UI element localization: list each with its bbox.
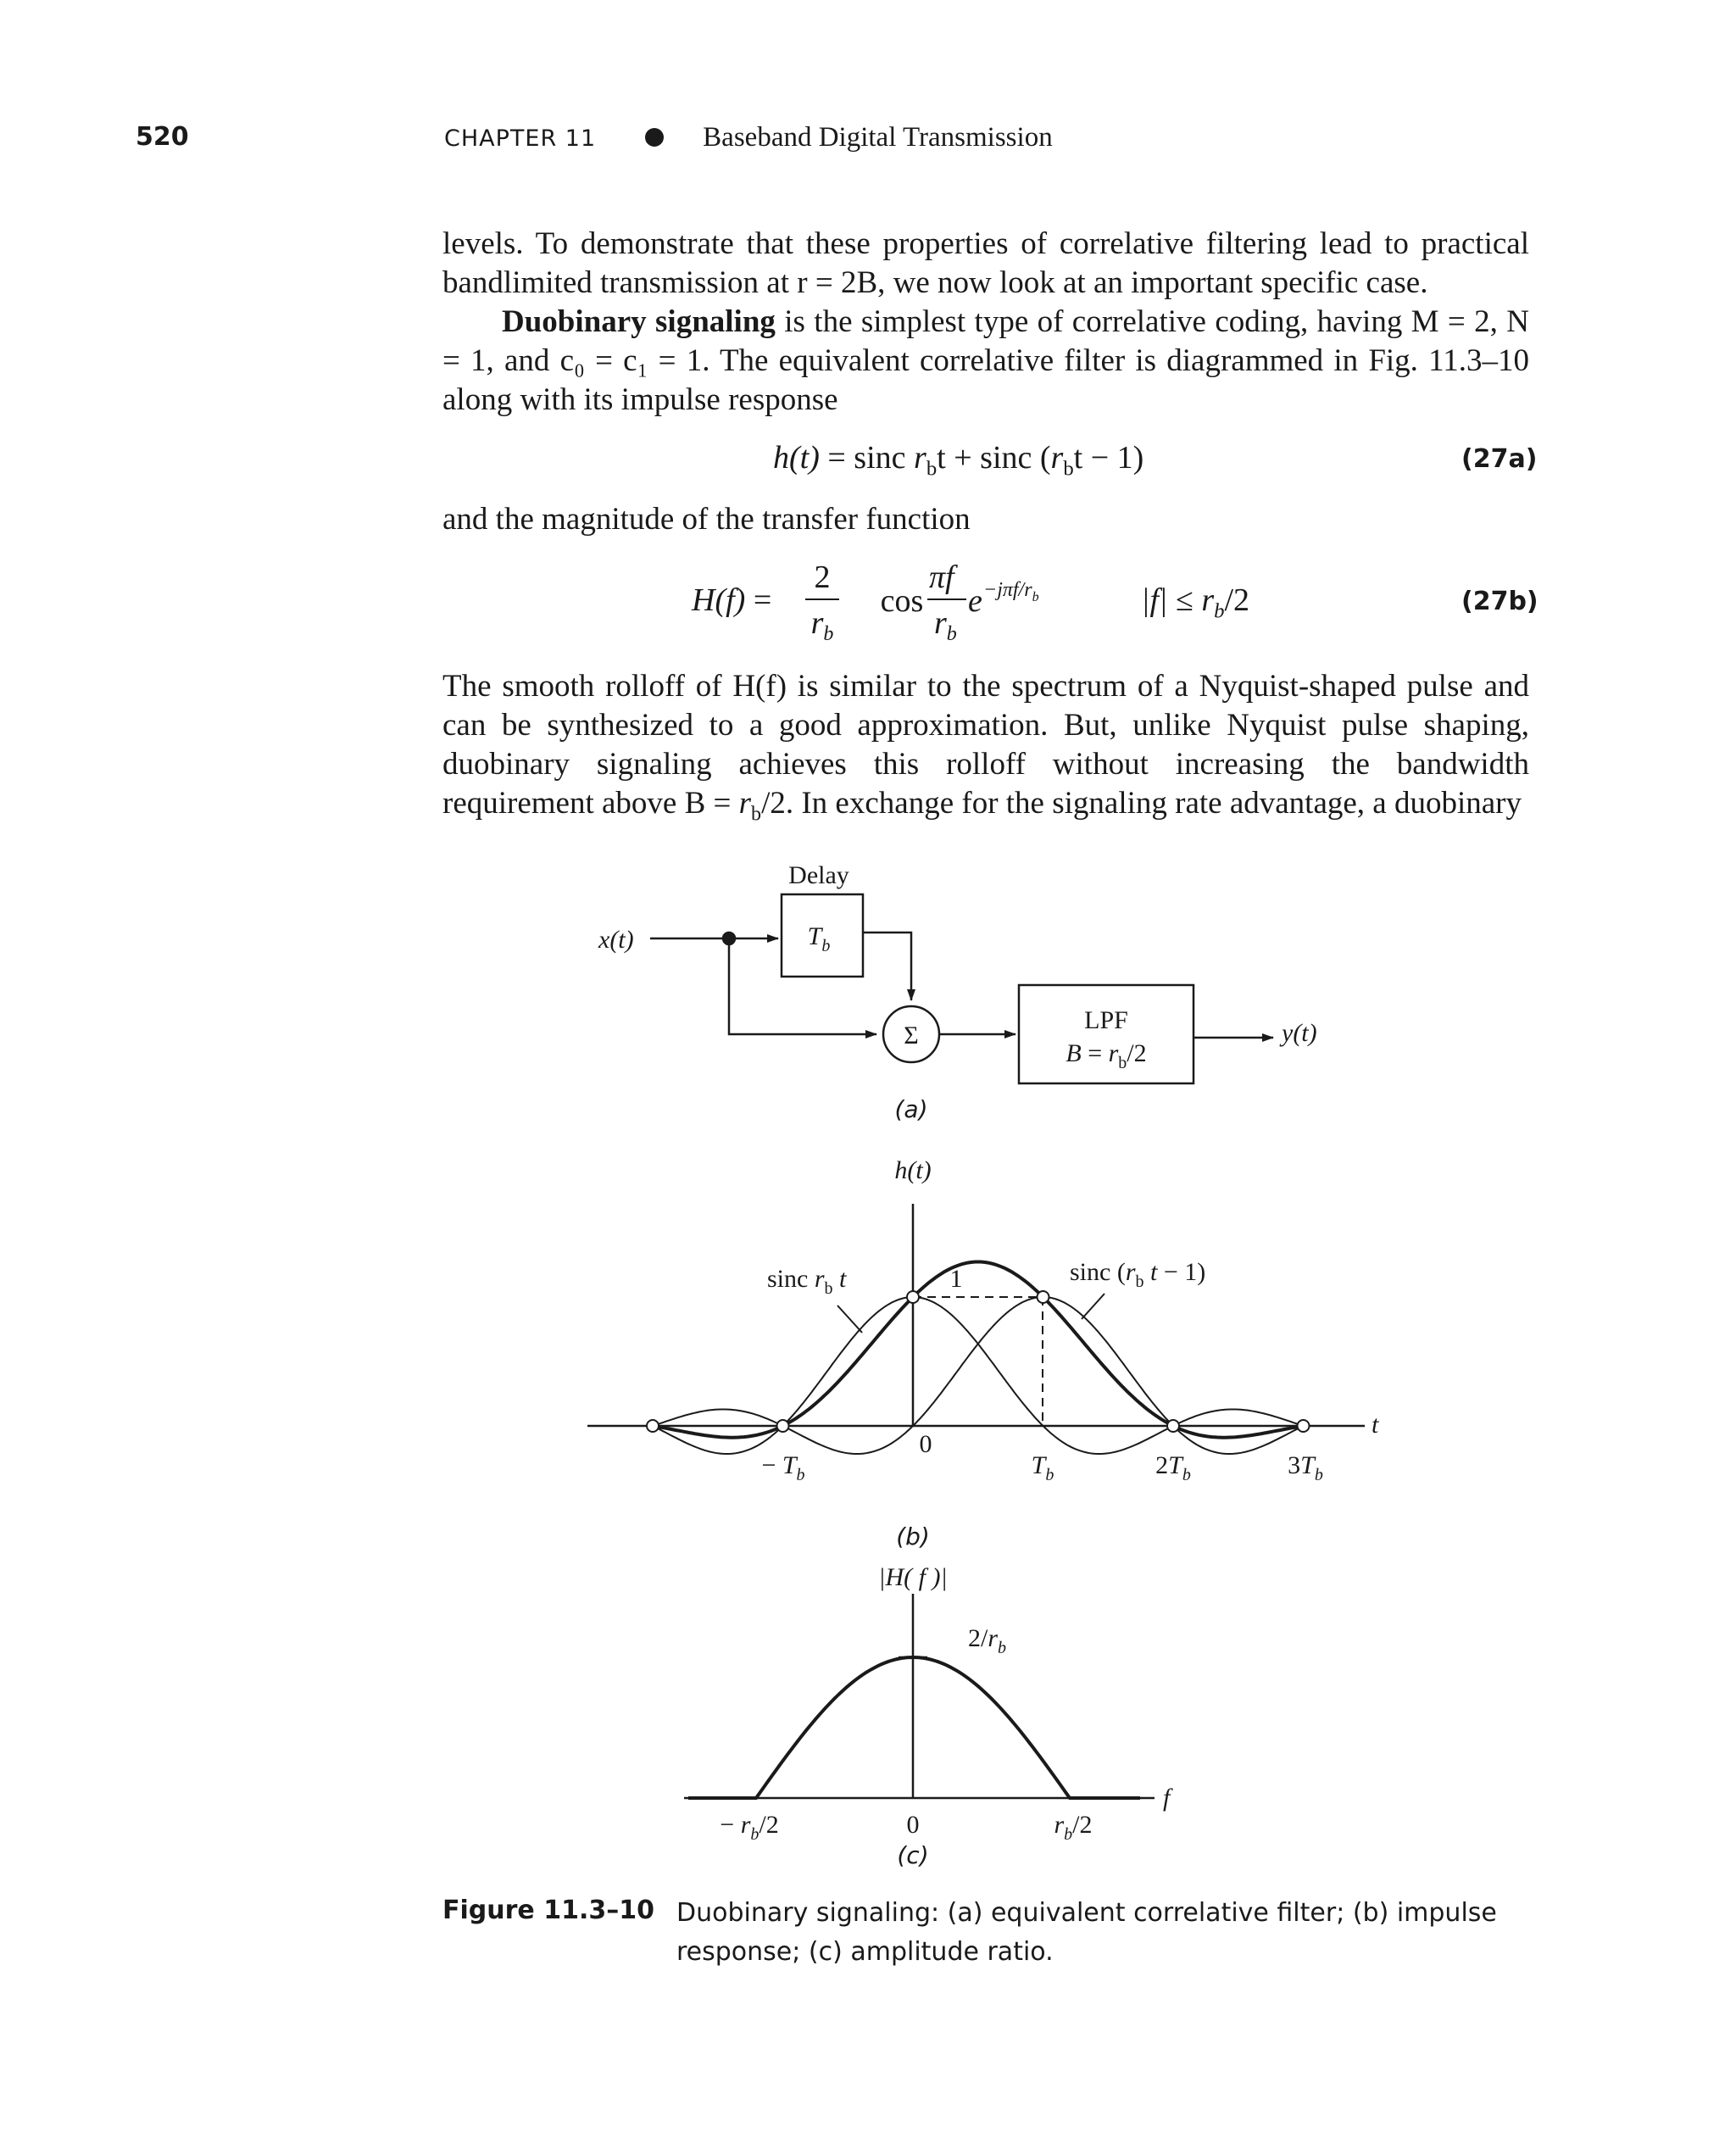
svg-text:2: 2 — [814, 560, 831, 595]
sinc-rb-t-minus-1-curve — [653, 1297, 1304, 1454]
sinc-rb-t-curve — [653, 1297, 1304, 1454]
H-magnitude-curve — [688, 1657, 1140, 1798]
panel-c-label: (c) — [897, 1841, 929, 1869]
panel-a-label: (a) — [894, 1095, 928, 1123]
chapter-title: Baseband Digital Transmission — [703, 122, 1053, 153]
eq27b-condition: $|f| \le r_b/2$ — [1141, 582, 1250, 623]
sample-point — [907, 1291, 919, 1303]
tick-tb: $T_b$ — [1031, 1451, 1054, 1484]
tick-3tb: $3T_b$ — [1288, 1451, 1323, 1484]
f-axis-label: f — [1163, 1784, 1171, 1812]
page-number: 520 — [136, 122, 189, 152]
sample-markers — [647, 1291, 1310, 1432]
eq27a-rhs: = sinc $r_bt + \sin c$ $(r_bt - 1)$ — [827, 440, 1144, 481]
tick-2tb: $2T_b$ — [1155, 1451, 1191, 1484]
sample-point — [1038, 1291, 1049, 1303]
panel-b-label: (b) — [896, 1523, 930, 1551]
paragraph-1: levels. To demonstrate that these properties of correlative filtering lead to practical bandlimited transmission at r = 2B, we now look at an important specific case. — [442, 226, 1529, 300]
impulse-axes — [587, 1204, 1365, 1426]
tick-minus-tb: − $T_b$ — [761, 1451, 805, 1484]
block-diagram — [650, 894, 1273, 1083]
svg-text:e: e — [968, 583, 982, 619]
delay-label: Delay — [788, 861, 849, 889]
peak-label-2-rb: $2/r_b$ — [968, 1624, 1007, 1657]
lpf-box — [1019, 985, 1194, 1083]
eq27b-tag: (27b) — [1461, 587, 1538, 616]
amplitude-axes — [684, 1594, 1155, 1798]
h-axis-label: h(t) — [894, 1156, 932, 1184]
tick-minus-rb2: − $r_b/2$ — [720, 1811, 779, 1844]
lpf-bandwidth: $B = r_b/2$ — [1066, 1039, 1147, 1072]
paragraph-4: The smooth rolloff of H(f) is similar to the spectrum of a Nyquist-shaped pulse and can be synthesized to a good approximation. But, unlike Nyquist pulse shaping, duobinary signaling achieves this rolloff without increasing the bandwidth requirement above $B = r_b/2$. In exchange for the signaling rate advantage, a duobinary — [442, 669, 1529, 826]
t-axis-label: t — [1372, 1411, 1379, 1439]
tick-zero-c: 0 — [906, 1811, 920, 1839]
paragraph-2-text: is the simplest type of correlative coding, having M = 2, N = 1, and c₀ = c₁ = 1. The equivalent correlative filter is diagrammed in Fig. 11.3–10 along with its impulse response — [442, 304, 1529, 417]
output-label: y(t) — [1282, 1019, 1317, 1047]
sample-point — [777, 1420, 789, 1432]
tick-zero-b: 0 — [919, 1430, 932, 1458]
sample-point — [1298, 1420, 1310, 1432]
svg-text:−jπf/rb: $-j\pi f/r_b$ — [983, 579, 1039, 604]
H-axis-label: |H( f )| — [878, 1563, 948, 1591]
svg-text:rb: $r_b$ — [934, 605, 957, 645]
input-label: x(t) — [598, 926, 634, 954]
tick-rb2: $r_b/2$ — [1054, 1811, 1093, 1844]
eq27a-tag: (27a) — [1461, 444, 1538, 474]
eq27a-lhs: h(t) — [773, 440, 820, 476]
sinc1-label: sinc $r_b$ t — [767, 1265, 847, 1298]
delay-box — [782, 894, 863, 977]
h-of-t-curve — [653, 1262, 1304, 1438]
svg-text:rb: $r_b$ — [810, 605, 834, 645]
peak-label-1: 1 — [949, 1265, 963, 1293]
delay-box-label: $T_b$ — [807, 922, 831, 955]
eq27b-cos: cos — [880, 583, 924, 619]
sample-point — [1167, 1420, 1179, 1432]
figure-label: Figure 11.3–10 — [442, 1896, 654, 1925]
lpf-label: LPF — [1084, 1006, 1128, 1034]
term-duobinary: Duobinary signaling — [502, 304, 776, 339]
eq27b-lhs: H(f) = — [692, 582, 772, 618]
sinc2-label: sinc ($r_b$ t − 1) — [1070, 1258, 1206, 1291]
sample-point — [647, 1420, 659, 1432]
figure-caption: Duobinary signaling: (a) equivalent correlative filter; (b) impulse response; (c) amplitude ratio. — [676, 1898, 1497, 1967]
paragraph-3: and the magnitude of the transfer function — [442, 502, 971, 537]
chapter-label: CHAPTER 11 — [444, 125, 597, 152]
svg-text:πf: πf — [929, 560, 954, 595]
sum-symbol: Σ — [904, 1022, 919, 1049]
